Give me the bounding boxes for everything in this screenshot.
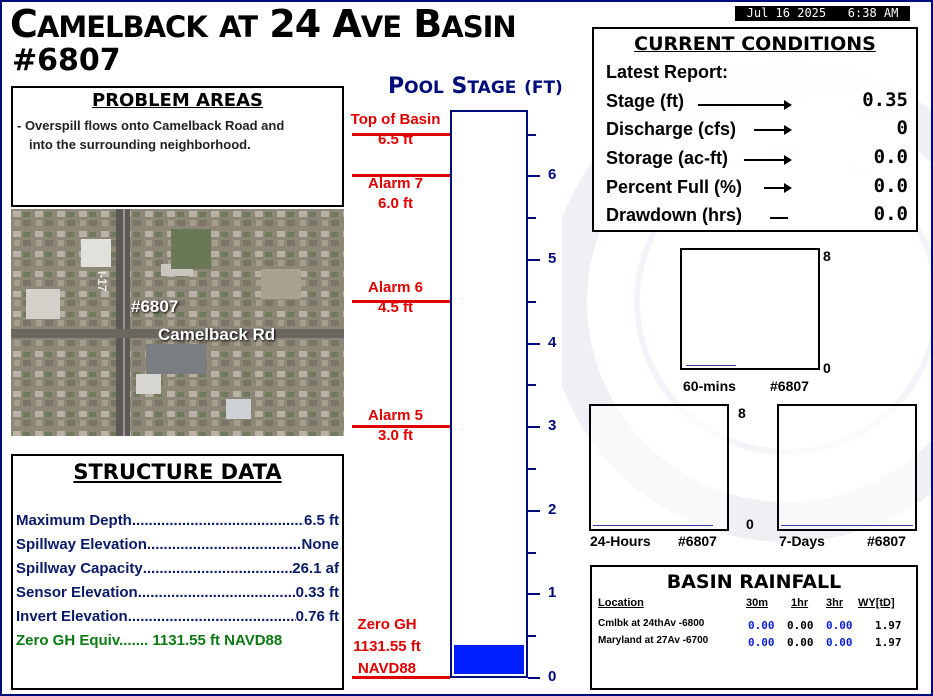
stage-arrow-icon <box>698 104 790 106</box>
sd-row-spillway-capacity: Spillway Capacity ..... 26.1 af <box>16 560 339 577</box>
percent-full-arrow-icon <box>764 187 790 189</box>
plot-24-series <box>593 525 713 526</box>
pool-stage-gauge <box>450 110 528 678</box>
axis-tick-label: 2 <box>548 500 557 518</box>
col-location: Location <box>598 597 644 609</box>
discharge-label: Discharge (cfs) <box>606 119 737 139</box>
plot-24-hours[interactable] <box>589 404 729 531</box>
alarm7-label: Alarm 7 6.0 ft <box>367 175 424 212</box>
structure-data-heading: STRUCTURE DATA <box>73 460 282 484</box>
map-road-label: Camelback Rd <box>158 325 276 344</box>
percent-full-value: 0.0 <box>804 177 908 195</box>
sd-row-sensor-elevation: Sensor Elevation ..... 0.33 ft <box>16 584 339 601</box>
axis-tick-label: 0 <box>548 668 557 685</box>
plot-7-days[interactable] <box>777 404 917 531</box>
current-conditions-heading: CURRENT CONDITIONS <box>634 33 876 55</box>
pool-stage-water-fill <box>454 645 524 674</box>
storage-arrow-icon <box>744 159 790 161</box>
discharge-arrow-icon <box>754 129 790 131</box>
rain-row-2-location: Maryland at 27Av -6700 <box>598 635 709 646</box>
rain-row-1-1hr: 0.00 <box>787 619 814 632</box>
basin-rainfall-heading: BASIN RAINFALL <box>666 571 842 593</box>
axis-tick <box>528 426 540 428</box>
problem-areas-line-2: into the surrounding neighborhood. <box>29 137 251 152</box>
axis-tick-label: 1 <box>548 584 557 602</box>
plot-24-max: 8 <box>738 405 746 421</box>
axis-tick <box>528 175 540 177</box>
sd-row-zero-gh-equiv: Zero GH Equiv....... 1131.55 ft NAVD88 <box>16 632 283 649</box>
sd-row-invert-elevation: Invert Elevation ..... 0.76 ft <box>16 608 339 625</box>
axis-tick <box>528 134 536 136</box>
drawdown-value: 0.0 <box>804 205 908 223</box>
col-1hr: 1hr <box>791 597 809 609</box>
axis-tick <box>528 552 536 554</box>
zero-gh-label: Zero GH 1131.55 ft NAVD88 <box>353 616 421 677</box>
problem-areas-panel <box>11 86 344 207</box>
axis-tick-label: 4 <box>548 333 557 351</box>
alarm6-label: Alarm 6 4.5 ft <box>367 279 424 316</box>
axis-tick <box>528 301 536 303</box>
alarm5-label: Alarm 5 3.0 ft <box>367 407 424 444</box>
plot-60-series <box>686 365 736 366</box>
plot-24-label: 24-Hours <box>590 533 651 549</box>
aerial-map-image <box>11 209 344 436</box>
sd-row-spillway-elevation: Spillway Elevation ..... None <box>16 536 339 553</box>
plot-60-id: #6807 <box>770 378 809 394</box>
axis-tick <box>528 635 536 637</box>
aerial-map[interactable] <box>11 209 344 436</box>
plot-60-max: 8 <box>823 248 831 264</box>
rain-row-1-wytd: 1.97 <box>875 619 902 632</box>
problem-areas-heading: PROBLEM AREAS <box>92 90 263 111</box>
drawdown-label: Drawdown (hrs) <box>606 205 743 225</box>
storage-value: 0.0 <box>804 148 908 166</box>
problem-areas-line-1: - Overspill flows onto Camelback Road and <box>17 118 285 133</box>
axis-tick <box>528 593 540 595</box>
col-wytd: WY[tD] <box>858 597 895 609</box>
axis-tick <box>528 510 540 512</box>
plot-24-id: #6807 <box>678 533 717 549</box>
plot-7-label: 7-Days <box>779 533 825 549</box>
report-datetime: Jul 16 2025 6:38 AM <box>735 6 910 21</box>
plot-7-series <box>781 525 913 526</box>
axis-tick-label: 6 <box>548 166 557 184</box>
axis-tick <box>528 343 540 345</box>
rain-row-2-1hr: 0.00 <box>787 636 814 649</box>
axis-tick <box>528 259 540 261</box>
top-of-basin-label: Top of Basin 6.5 ft <box>350 111 441 148</box>
axis-tick <box>528 217 536 219</box>
plot-60-min: 0 <box>823 360 831 376</box>
structure-data-panel <box>11 454 344 690</box>
percent-full-label: Percent Full (%) <box>606 177 743 197</box>
stage-label: Stage (ft) <box>606 91 684 111</box>
storage-label: Storage (ac-ft) <box>606 148 729 168</box>
axis-tick-label: 5 <box>548 250 557 267</box>
discharge-value: 0 <box>804 119 908 137</box>
col-30m: 30m <box>746 597 769 609</box>
col-3hr: 3hr <box>826 597 844 609</box>
plot-7-id: #6807 <box>867 533 906 549</box>
rain-row-2-30m: 0.00 <box>748 636 775 649</box>
plot-60-mins[interactable] <box>680 248 820 370</box>
latest-report-label: Latest Report: <box>606 62 729 82</box>
rain-row-2-3hr: 0.00 <box>826 636 853 649</box>
plot-24-min: 0 <box>746 516 754 532</box>
rain-row-2-wytd: 1.97 <box>875 636 902 649</box>
problem-areas-text <box>17 116 335 154</box>
axis-tick <box>528 468 536 470</box>
current-conditions-panel <box>592 27 918 232</box>
pool-stage-axis <box>528 110 578 685</box>
basin-id: #6807 <box>12 43 121 78</box>
axis-tick-label: 3 <box>548 417 557 435</box>
axis-tick <box>528 677 540 679</box>
map-freeway-label: I-17 <box>95 271 109 292</box>
rain-row-1-location: Cmlbk at 24thAv -6800 <box>598 618 705 629</box>
page-title: CAMELBACK AT 24 AVE BASIN <box>10 2 516 46</box>
map-site-label: #6807 <box>131 297 179 316</box>
rain-row-1-30m: 0.00 <box>748 619 775 632</box>
plot-60-label: 60-mins <box>683 378 736 394</box>
axis-tick <box>528 384 536 386</box>
drawdown-dash-icon <box>770 217 788 219</box>
stage-value: 0.35 <box>804 91 908 109</box>
rain-row-1-3hr: 0.00 <box>826 619 853 632</box>
basin-rainfall-panel <box>590 565 918 690</box>
sd-row-max-depth: Maximum Depth ..... 6.5 ft <box>16 512 339 529</box>
pool-stage-title: POOL STAGE (FT) <box>388 74 563 99</box>
